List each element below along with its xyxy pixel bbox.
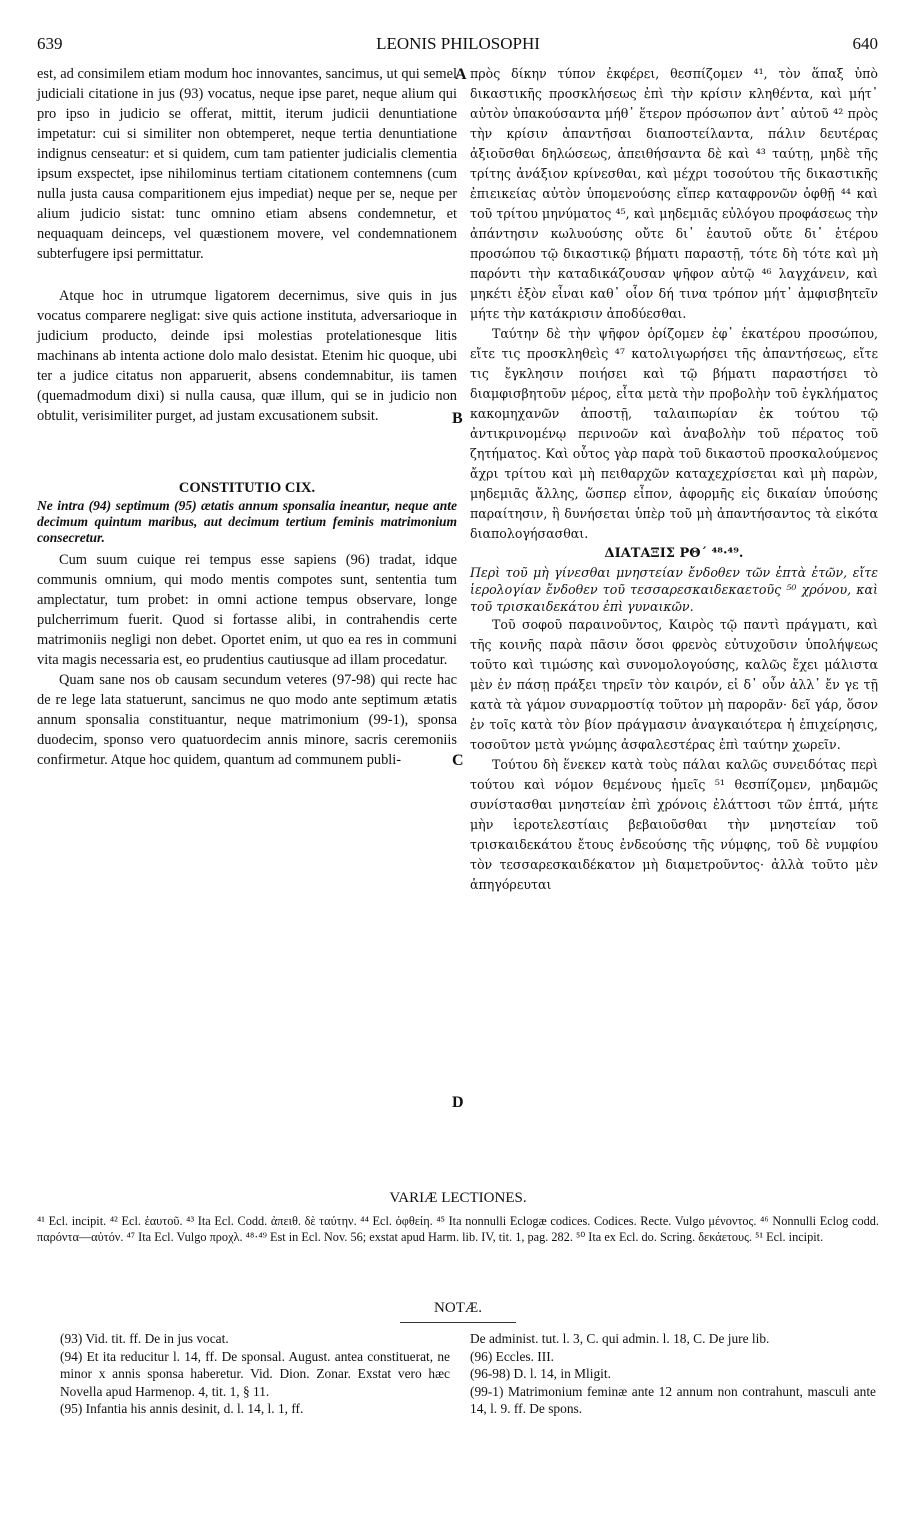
note-96-98: (96-98) D. l. 14, in Mligit.	[470, 1366, 611, 1381]
notae-title: NOTÆ.	[434, 1300, 482, 1316]
variae-lectiones-text: ⁴¹ Ecl. incipit. ⁴² Ecl. ἑαυτοῦ. ⁴³ Ita Ecl. Codd. ἀπειθ. δὲ ταύτην. ⁴⁴ Ecl. ὀφθείη. ⁴⁵ Ita nonnulli Eclogæ codices. Codices. Recte. Vulgo μένοντος. ⁴⁶ Nonnulli Eclog codd. παρόντα—αὐτόν. ⁴⁷ Ita Ecl. Vulgo προχλ. ⁴⁸·⁴⁹ Est in Ecl. Nov. 56; exstat apud Harm. lib. IV, tit. 1, pag. 282. ⁵⁰ Ita ex Ecl. do. Scring. δεκάετους. ⁵¹ Ecl. incipit.	[37, 1214, 879, 1244]
latin-paragraph-1: est, ad consimilem etiam modum hoc innovantes, sancimus, ut qui semel judiciali citatione in jus (93) vocatus, neque ipse paret, neque alium qui pro ipso in judicio se offerat, mittit, iterum judicii denuntiatione impetatur: cui si similiter non obtemperet, neque tertia denuntiatione indignus censeatur: et si quidem, cum tam patienter judicialis clementia ipsum exspectet, ipse nihilominus tertiam citationem contemnens (cum nulla justa causa comparitionem ejus impediat) neque per se, neque per alium judicio sistat: tunc omnino etiam absens condemnetur, et nequaquam deinceps, vel quæstionem movere, vel condemnationem subterfugere ipsi permittatur.	[37, 66, 457, 262]
notes-right-column	[470, 1330, 876, 1418]
note-99-1: (99-1) Matrimonium feminæ ante 12 annum non contrahunt, masculi ante 14, l. 9. ff. De spons.	[470, 1383, 876, 1416]
greek-column	[470, 64, 878, 895]
left-page-number: 639	[37, 34, 63, 53]
latin-paragraph-2: Atque hoc in utrumque ligatorem decernimus, sive quis in jus vocatus comparere negligat: sive quis actione instituta, adversarioque in judicium producto, deinde ipsi molestias protelationesque litis machinans ab intenta actione dolo malo desistat. Etenim hic quoque, ubi ter a judice citatus non apparuerit, absens condemnabitur, iis tamen (quemadmodum dixi) si nulla causa, quæ illum, qui se in judicio non obtulit, verisimiliter purget, ad justam excusationem subsit.	[37, 288, 457, 424]
latin-paragraph-4: Quam sane nos ob causam secundum veteres (97-98) qui recte hac de re lege lata statuerunt, sancimus ne quo modo ante septimum ætatis annum sponsalia constituantur, neque matrimonium (99-1), sponsa duodecim, sponso vero quatuordecim annis minore, sacris ceremoniis confirmetur. Atque hoc quidem, quantum ad communem publi-	[37, 672, 457, 768]
note-94: (94) Et ita reducitur l. 14, ff. De sponsal. August. antea constituerat, ne minor x annis sponsa haberetur. Vid. Dion. Zonar. Exstat vero hæc Novella apud Harmenop. 4, tit. 1, § 11.	[60, 1348, 450, 1399]
greek-paragraph-2: Ταύτην δὲ τὴν ψῆφον ὁρίζομεν ἐφ᾽ ἑκατέρου προσώπου, εἴτε τις προσκληθεὶς ⁴⁷ κατολιγωρήσει τῆς ἀπαντήσεως, εἴτε τις ἔγκλησιν ποιήσει καὶ τῷ βήματι παραστήσει τὸ διαμφισβητοῦν μέρος, εἶτα μετὰ τὴν προβολὴν τοῦ ἐγκλήματος κακομηχανῶν ἀποστῇ, ταλαιπωρίαν ἐκ τούτου τῷ ἀντικρινομένῳ περινοῶν καὶ ἀναβολὴν τοῦ πέρατος τοῦ ζητήματος. Καὶ οὗτος γὰρ παρὰ τοῦ δικαστοῦ προσκαλούμενος ἄχρι τρίτου καὶ μὴ πειθαρχῶν καταχεχρίσεται καὶ μὴ παρὼν, μηδεμιᾶς ἄλλης, ὥσπερ εἶπον, ἀφορμῆς εἰς δικαίαν ὑπούσης παραίτησιν, ἣ δυνήσεται ὑπὲρ τοῦ μὴ ἀπαντήσαντος τὰ εἰκότα διαπολογήσασθαι.	[470, 326, 878, 541]
greek-paragraph-3: Τοῦ σοφοῦ παραινοῦντος, Καιρὸς τῷ παντὶ πράγματι, καὶ τῆς κοινῆς παρὰ πᾶσιν ὅσοι φρενὸς εὐτυχοῦσιν ὑπολήψεως τοῦτο καὶ τιμώσης καὶ συνομολογούσης, καλῶς ἔχει μάλιστα μὲν ἐν πάσῃ πράξει τηρεῖν τὸν καιρόν, εἰ δ᾽ οὖν ἀλλ᾽ ἔν γε τῇ κατὰ τὰ γάμον συναρμοστίᾳ τοῦτον μὴ παρορᾶν· δεῖ γάρ, ὅσον ἐν τοῖς κατὰ τὸν βίον πράγμασιν ἀναγκαιότερα ἡ ἐπιχείρησις, τοσοῦτον μετὰ γνώμης ἀσφαλεστέρας ἐπὶ ταύτην χωρεῖν.	[470, 617, 878, 752]
notae-divider	[400, 1322, 516, 1323]
right-page-number: 640	[852, 34, 878, 53]
greek-paragraph-1: πρὸς δίκην τύπον ἐκφέρει, θεσπίζομεν ⁴¹, τὸν ἅπαξ ὑπὸ δικαστικῆς προσκλήσεως ἐπὶ τὴν κρίσιν κληθέντα, καὶ μήτ᾽ αὐτὸν ὑπακούσαντα μήθ᾽ ἕτερον πρόσωπον ἀντ᾽ αὐτοῦ ⁴² πρὸς τὴν κρίσιν ἀπαντῆσαι διαποστείλαντα, πάλιν δευτέρας ἀξιοῦσθαι δηλώσεως, ἀπειθήσαντα δὲ καὶ ⁴³ ταύτῃ, μηδὲ τῆς τρίτης ἀνάξιον κρίνεσθαι, καὶ μέχρι τοσούτου τῆς δικαστικῆς ἐπιεικείας αὐτὸν ὑπομενούσης εἴπερ καταφρονῶν ὀφθῇ ⁴⁴ καὶ τοῦ τρίτου μηνύματος ⁴⁵, καὶ μηδεμιᾶς εὐλόγου προφάσεως τὴν ἀπάντησιν κωλυούσης οὔτε δι᾽ ἑαυτοῦ οὔτε δι᾽ ἑτέρου προσώπου τῷ δικαστικῷ βήματι παραστῇ, τότε δὴ τότε καὶ μὴ παρόντι τὴν καταδικάζουσαν ψῆφον αὐτῷ ⁴⁶ λαγχάνειν, καὶ μηκέτι ἐξὸν εἶναι καθ᾽ οἷον δή τινα τρόπον μήτ᾽ ἀμφισβητεῖν μήτε τὴν κατάκρισιν ἀποδύεσθαι.	[470, 66, 878, 321]
latin-summary: Ne intra (94) septimum (95) ætatis annum sponsalia ineantur, neque ante decimum quintum maribus, aut decimum tertium feminis matrimonium consecretur.	[37, 498, 457, 545]
greek-paragraph-4: Τούτου δὴ ἕνεκεν κατὰ τοὺς πάλαι καλῶς συνειδότας περὶ τούτου καὶ νόμον θεμένους ἡμεῖς ⁵¹ θεσπίζομεν, μηδαμῶς συνίστασθαι μνηστείαν ἐπὶ χρόνοις ἐλάττοσι τῶν ἑπτά, μήτε μὴν ἱεροτελεστίαις βεβαιοῦσθαι τὴν μνηστείαν τοῦ τρισκαιδεκάτου ἔτους ἐνδεούσης τῆς νύμφης, τοῦ δὲ νυμφίου τὸν τεσσαρεσκαιδέκατον μὴ διαμετροῦντος· ἀλλὰ τοῦτο μὲν ἀπηγόρευται	[470, 757, 878, 892]
note-95-continued: De administ. tut. l. 3, C. qui admin. l. 18, C. De jure lib.	[470, 1331, 770, 1346]
greek-summary: Περὶ τοῦ μὴ γίνεσθαι μνηστείαν ἔνδοθεν τῶν ἑπτὰ ἐτῶν, εἴτε ἱερολογίαν ἔνδοθεν τοῦ τεσσαρεσκαιδεκαετοῦς ⁵⁰ χρόνου, καὶ τοῦ τρισκαιδεκάτου ἐπὶ γυναικῶν.	[470, 565, 878, 614]
latin-constitution-heading: CONSTITUTIO CIX.	[178, 480, 316, 496]
margin-marker-d: D	[452, 1094, 464, 1111]
latin-column	[37, 64, 457, 770]
note-95: (95) Infantia his annis desinit, d. l. 14, l. 1, ff.	[60, 1401, 304, 1416]
margin-marker-c: C	[452, 752, 464, 769]
note-93: (93) Vid. tit. ff. De in jus vocat.	[60, 1331, 229, 1346]
note-96: (96) Eccles. III.	[470, 1348, 555, 1364]
greek-constitution-heading: ΔΙΑΤΑΞΙΣ ΡΘ΄ ⁴⁸·⁴⁹.	[604, 546, 744, 561]
margin-marker-b: B	[452, 410, 463, 427]
variae-lectiones-title: VARIÆ LECTIONES.	[389, 1190, 527, 1206]
margin-marker-a: A	[455, 66, 467, 83]
notes-left-column	[60, 1330, 450, 1418]
latin-paragraph-3: Cum suum cuique rei tempus esse sapiens (96) tradat, idque communis omnium, qui modo mentis compotes sunt, sententia tum amplectatur, tum probet: in omni actione tempus observare, longe pulcherrimum fuerit. Quod si fortasse alibi, in contrahendis certe matrimoniis negligi non debet. Oportet enim, ut quo ea res in communi vita magis necessaria est, eo prudentius cautiusque ad illam procedatur.	[37, 552, 457, 668]
running-title: LEONIS PHILOSOPHI	[376, 34, 540, 53]
